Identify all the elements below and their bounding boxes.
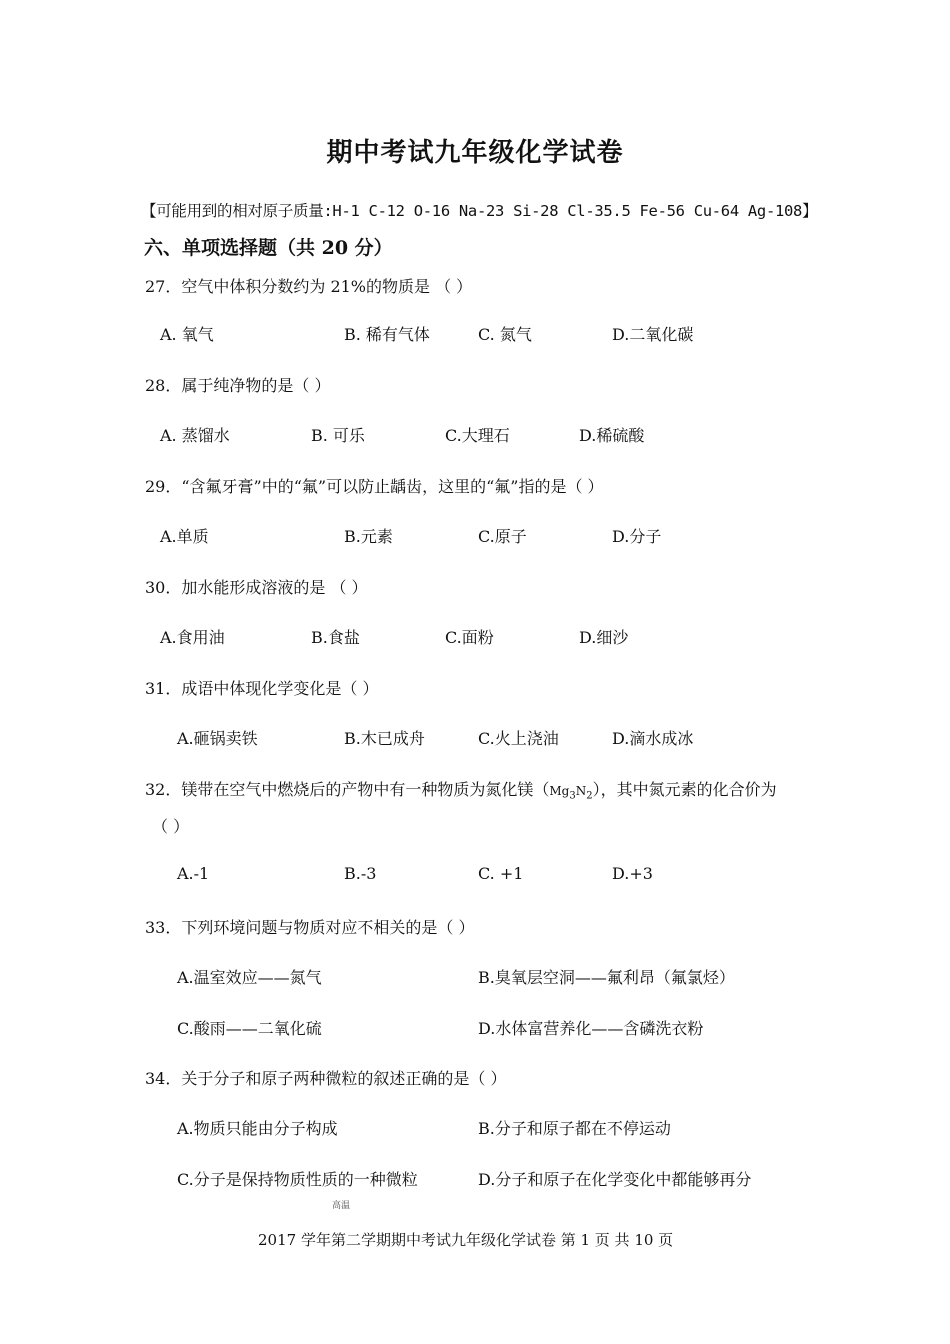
question-31-option-c: C.火上浇油 bbox=[478, 729, 559, 748]
question-32-stem bbox=[145, 777, 777, 801]
question-34-option-c: C.分子是保持物质性质的一种微粒 bbox=[177, 1170, 418, 1189]
question-32-stem-text: 32．镁带在空气中燃烧后的产物中有一种物质为氮化镁（ bbox=[145, 780, 550, 799]
question-31-option-d: D.滴水成冰 bbox=[612, 729, 694, 748]
question-31-option-b: B.木已成舟 bbox=[344, 729, 425, 748]
question-30-option-d: D.细沙 bbox=[579, 628, 629, 647]
question-33-option-c: C.酸雨——二氧化硫 bbox=[177, 1019, 322, 1038]
question-29-option-c: C.原子 bbox=[478, 527, 527, 546]
question-28-option-a: A. 蒸馏水 bbox=[160, 426, 230, 445]
question-30-option-b: B.食盐 bbox=[311, 628, 360, 647]
question-34-option-d: D.分子和原子在化学变化中都能够再分 bbox=[478, 1170, 752, 1189]
question-30-option-c: C.面粉 bbox=[445, 628, 494, 647]
question-32-option-b: B.-3 bbox=[344, 864, 377, 883]
question-27-option-b: B. 稀有气体 bbox=[344, 325, 430, 344]
page-footer: 2017 学年第二学期期中考试九年级化学试卷 第 1 页 共 10 页 bbox=[258, 1231, 674, 1249]
question-34-option-b: B.分子和原子都在不停运动 bbox=[478, 1119, 671, 1138]
question-28-option-b: B. 可乐 bbox=[311, 426, 365, 445]
question-33-stem: 33．下列环境问题与物质对应不相关的是（ ） bbox=[145, 918, 475, 937]
atomic-masses-note: 【可能用到的相对原子质量:H-1 C-12 O-16 Na-23 Si-28 Cl-35.5 Fe-56 Cu-64 Ag-108】 bbox=[141, 202, 818, 220]
question-29-option-d: D.分子 bbox=[612, 527, 662, 546]
question-30-option-a: A.食用油 bbox=[160, 628, 225, 647]
question-32-answer-bracket: （ ） bbox=[152, 817, 190, 836]
question-32-option-a: A.-1 bbox=[177, 864, 210, 883]
question-33-option-d: D.水体富营养化——含磷洗衣粉 bbox=[478, 1019, 704, 1038]
question-28-option-c: C.大理石 bbox=[445, 426, 510, 445]
question-27-option-a: A. 氧气 bbox=[160, 325, 214, 344]
footnote-mark: 高温 bbox=[332, 1201, 351, 1211]
question-29-option-a: A.单质 bbox=[160, 527, 209, 546]
page-title: 期中考试九年级化学试卷 bbox=[326, 138, 624, 168]
question-29-option-b: B.元素 bbox=[344, 527, 393, 546]
question-30-stem: 30．加水能形成溶液的是 （ ） bbox=[145, 578, 368, 597]
question-34-option-a: A.物质只能由分子构成 bbox=[177, 1119, 338, 1138]
question-32-option-d: D.+3 bbox=[612, 864, 653, 883]
question-33-option-a: A.温室效应——氮气 bbox=[177, 968, 322, 987]
question-31-stem: 31．成语中体现化学变化是（ ） bbox=[145, 679, 379, 698]
question-28-option-d: D.稀硫酸 bbox=[579, 426, 645, 445]
question-28-stem: 28．属于纯净物的是（ ） bbox=[145, 376, 331, 395]
question-29-stem: 29．“含氟牙膏”中的“氟”可以防止龋齿，这里的“氟”指的是（ ） bbox=[145, 477, 604, 496]
question-27-stem: 27．空气中体积分数约为 21%的物质是 （ ） bbox=[145, 277, 473, 296]
question-32-stem-end: ），其中氮元素的化合价为 bbox=[592, 780, 777, 799]
question-34-stem: 34．关于分子和原子两种微粒的叙述正确的是（ ） bbox=[145, 1069, 507, 1088]
question-27-option-d: D.二氧化碳 bbox=[612, 325, 694, 344]
formula-mg3n2: $Mg_3N_2$ bbox=[549, 784, 593, 802]
section-heading: 六、单项选择题（共 20 分） bbox=[144, 237, 393, 259]
question-32-option-c: C. +1 bbox=[478, 864, 524, 883]
question-27-option-c: C. 氮气 bbox=[478, 325, 532, 344]
question-33-option-b: B.臭氧层空洞——氟利昂（氟氯烃） bbox=[478, 968, 735, 987]
question-31-option-a: A.砸锅卖铁 bbox=[177, 729, 258, 748]
